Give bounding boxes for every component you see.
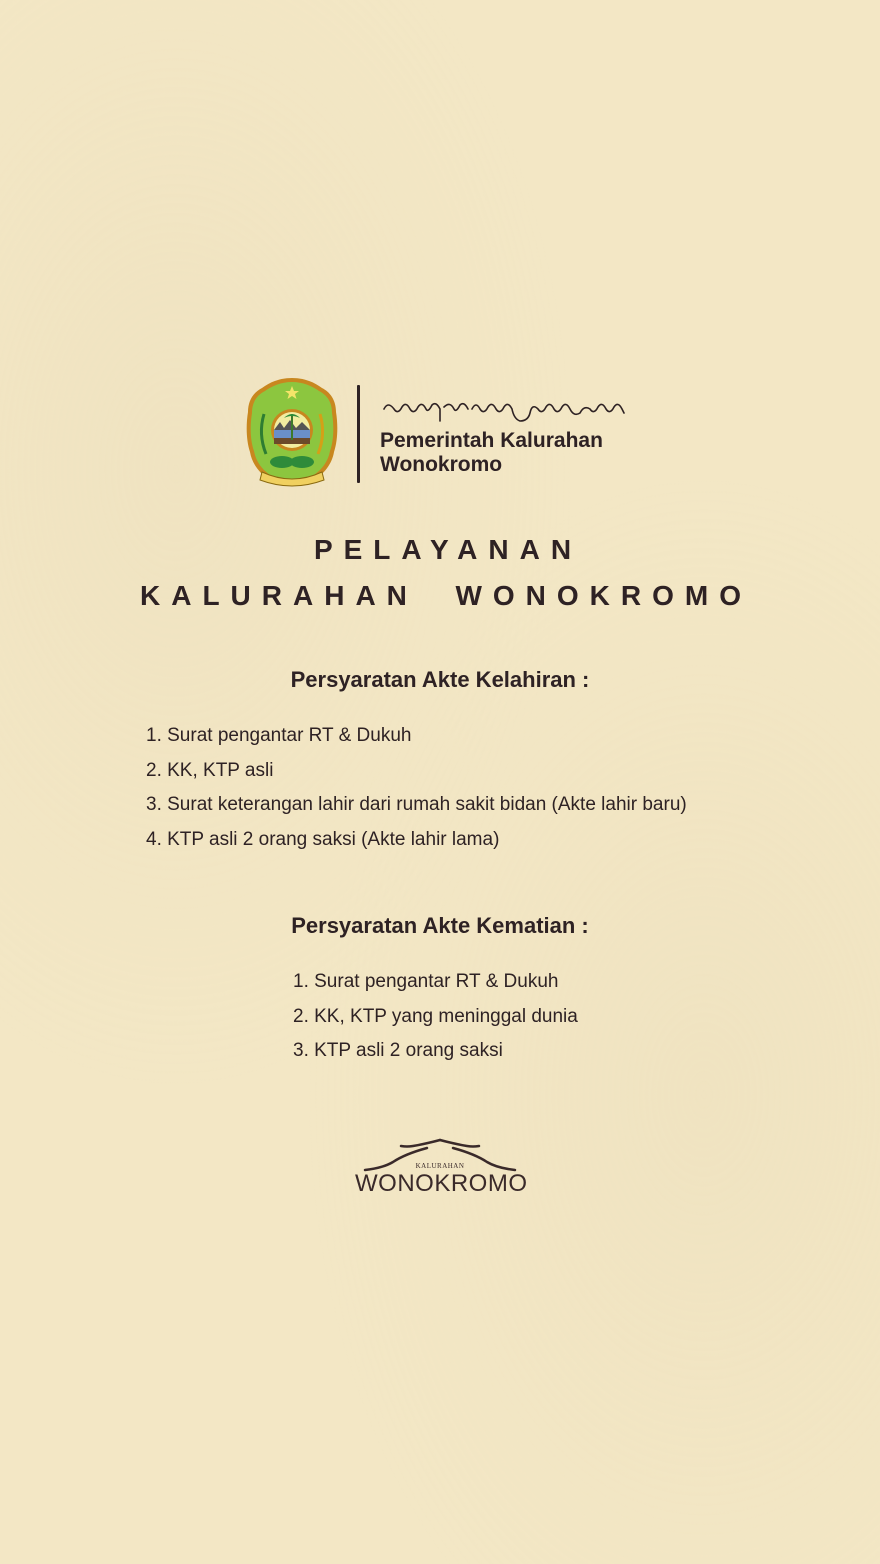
list-item: 3. Surat keterangan lahir dari rumah sakit bidan (Akte lahir baru): [146, 794, 687, 815]
page-title-line-2: [0, 580, 880, 612]
list-item: 1. Surat pengantar RT & Dukuh: [146, 725, 412, 746]
header-divider: [357, 385, 360, 483]
javanese-script: [380, 391, 640, 427]
page-title-line-2-text: KALURAHAN WONOKROMO: [140, 580, 752, 611]
death-certificate-heading: Persyaratan Akte Kematian :: [291, 913, 589, 938]
regency-emblem-icon: [244, 374, 340, 494]
header: [244, 374, 640, 494]
list-item: 3. KTP asli 2 orang saksi: [293, 1040, 503, 1061]
footer-logo-big-text: WONOKROMO: [355, 1170, 528, 1197]
death-certificate-requirements: [293, 965, 578, 1069]
page-title-line-1: PELAYANAN: [313, 534, 583, 565]
list-item: 4. KTP asli 2 orang saksi (Akte lahir lama): [146, 828, 500, 850]
footer-logo: [355, 1136, 528, 1202]
header-text: [380, 391, 640, 477]
list-item: 2. KK, KTP asli: [146, 759, 274, 781]
gov-name-line-2: Wonokromo: [380, 453, 503, 476]
birth-certificate-requirements: [146, 719, 687, 857]
list-item: 2. KK, KTP yang meninggal dunia: [293, 1005, 578, 1027]
footer-logo-small-text: KALURAHAN: [415, 1162, 465, 1170]
gov-name-line-1: Pemerintah Kalurahan: [380, 429, 603, 452]
birth-certificate-heading: Persyaratan Akte Kelahiran :: [290, 667, 590, 692]
list-item: 1. Surat pengantar RT & Dukuh: [293, 971, 559, 992]
